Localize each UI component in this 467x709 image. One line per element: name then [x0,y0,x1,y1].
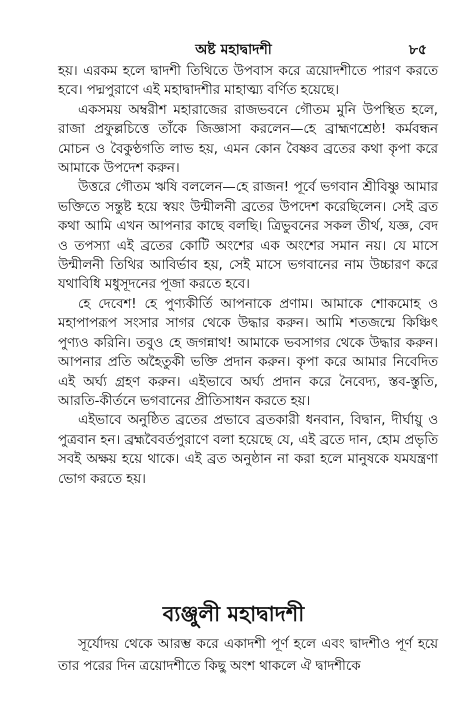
section-body [58,634,438,678]
paragraph: একসময় অম্বরীশ মহারাজের রাজভবনে গৌতম মুনি উপস্থিত হলে, রাজা প্রফুল্লচিত্তে তাঁকে জিজ্ঞাসা করলেন—হে ব্রাহ্মণশ্রেষ্ঠ! কর্মবন্ধন মোচন ও বৈকুণ্ঠগতি লাভ হয়, এমন কোন বৈষ্ণব ব্রতের কথা কৃপা করে আমাকে উপদেশ করুন। [58,102,438,177]
paragraph: এইভাবে অনুষ্ঠিত ব্রতের প্রভাবে ব্রতকারী ধনবান, বিদ্বান, দীর্ঘায়ু ও পুত্রবান হন। ব্রহ্মবৈবর্তপুরাণে বলা হয়েছে যে, এই ব্রতে দান, হোম প্রভৃতি সবই অক্ষয় হয়ে থাকে। এই ব্রত অনুষ্ঠান না করা হলে মানুষকে যমযন্ত্রণা ভোগ করতে হয়। [58,413,438,487]
paragraph: হে দেবেশ! হে পুণ্যকীর্তি আপনাকে প্রণাম। আমাকে শোকমোহ ও মহাপাপরূপ সংসার সাগর থেকে উদ্ধার করুন। আমি শতজন্মে কিঞ্চিৎ পুণ্যও করিনি। তবুও হে জগন্নাথ! আমাকে ভবসাগর থেকে উদ্ধার করুন। আপনার প্রতি অহৈতুকী ভক্তি প্রদান করুন। কৃপা করে আমার নিবেদিত এই অর্ঘ্য গ্রহণ করুন। এইভাবে অর্ঘ্য প্রদান করে নৈবেদ্য, স্তব-স্তুতি, আরতি-কীর্তনে ভগবানের প্রীতিসাধন করতে হয়। [58,296,438,409]
section-heading: ব্যঞ্জুলী মহাদ্বাদশী [162,601,305,626]
paragraph: হয়। এরকম হলে দ্বাদশী তিথিতে উপবাস করে ত্রয়োদশীতে পারণ করতে হবে। পদ্মপুরাণে এই মহাদ্বাদশীর মাহাত্ম্য বর্ণিত হয়েছে। [58,64,438,99]
body-text [58,62,438,489]
page-header [0,38,467,60]
paragraph: সূর্যোদয় থেকে আরম্ভ করে একাদশী পূর্ণ হলে এবং দ্বাদশীও পূর্ণ হয়ে তার পরের দিন ত্রয়োদশীতে কিছু অংশ থাকলে ঐ দ্বাদশীকে [58,637,438,674]
running-title: অষ্ট মহাদ্বাদশী [195,42,272,58]
page-number: ৮৫ [408,42,427,58]
paragraph: উত্তরে গৌতম ঋষি বললেন—হে রাজন! পূর্বে ভগবান শ্রীবিষ্ণু আমার ভক্তিতে সন্তুষ্ট হয়ে স্বয়ং উন্মীলনী ব্রতের উপদেশ করেছিলেন। সেই ব্রত কথা আমি এখন আপনার কাছে বলছি। ত্রিভুবনের সকল তীর্থ, যজ্ঞ, বেদ ও তপস্যা এই ব্রতের কোটি অংশের এক অংশের সমান নয়। যে মাসে উন্মীলনী তিথির আবির্ভাব হয়, সেই মাসে ভগবানের নাম উচ্চারণ করে যথাবিধি মধুসূদনের পূজা করতে হবে। [58,180,438,293]
